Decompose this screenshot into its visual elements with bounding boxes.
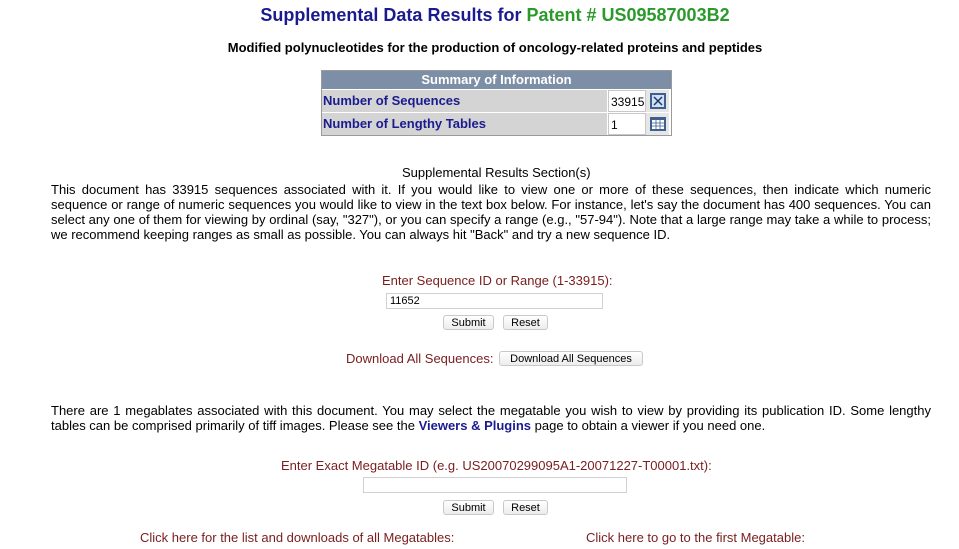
megatable-reset-button[interactable]: Reset: [503, 500, 548, 515]
megatable-id-label: Enter Exact Megatable ID (e.g. US20070299095A1-20071227-T00001.txt):: [281, 458, 712, 473]
download-all-button[interactable]: Download All Sequences: [499, 351, 643, 366]
results-section-title: Supplemental Results Section(s): [402, 165, 591, 180]
tables-count: 1: [608, 113, 646, 135]
page-title: [0, 5, 959, 26]
summary-table: [321, 70, 672, 136]
megatable-submit-button[interactable]: Submit: [443, 500, 494, 515]
first-megatable-link[interactable]: Click here to go to the first Megatable:: [586, 530, 805, 545]
viewers-plugins-link[interactable]: Viewers & Plugins: [418, 418, 532, 433]
title-prefix: Supplemental Data Results for: [260, 5, 527, 25]
sequence-id-label: Enter Sequence ID or Range (1-33915):: [382, 273, 613, 288]
megatable-description: [51, 403, 931, 433]
table-view-icon[interactable]: [646, 113, 669, 135]
patent-number: Patent # US09587003B2: [526, 5, 730, 25]
sequence-id-input[interactable]: [386, 293, 603, 309]
patent-subtitle: Modified polynucleotides for the production of oncology-related proteins and peptides: [227, 40, 763, 55]
sequence-description: This document has 33915 sequences associated with it. If you would like to view one or more of these sequences, then indicate which numeric sequence or range of numeric sequences you would like to view in the text box below. For instance, let's say the document has 400 sequences. You can select any one of them for viewing by ordinal (say, "327"), or you can specify a range (e.g., "57-94"). Note that a large range may take a while to process; we recommend keeping ranges as small as possible. You can always hit "Back" and try a new sequence ID.: [51, 182, 931, 242]
megatable-id-input[interactable]: [363, 477, 627, 493]
megatable-desc-text: There are 1 megablates associated with this document. You may select the megatable you wish to view by providing its publication ID. Some lengthy tables can be comprised primarily of tiff images. Please see the: [51, 403, 931, 433]
sequence-reset-button[interactable]: Reset: [503, 315, 548, 330]
summary-heading: Summary of Information: [322, 71, 671, 89]
summary-row-sequences: [322, 89, 671, 112]
download-all-label: Download All Sequences:: [346, 351, 494, 366]
megatable-list-link[interactable]: Click here for the list and downloads of all Megatables:: [140, 530, 455, 545]
tables-label: Number of Lengthy Tables: [322, 113, 608, 135]
megatable-desc-tail: page to obtain a viewer if you need one.: [534, 418, 766, 433]
sequences-count: 33915: [608, 90, 646, 112]
summary-row-tables: [322, 112, 671, 135]
sequence-submit-button[interactable]: Submit: [443, 315, 494, 330]
sequence-download-icon[interactable]: [646, 90, 669, 112]
sequences-label: Number of Sequences: [322, 90, 608, 112]
